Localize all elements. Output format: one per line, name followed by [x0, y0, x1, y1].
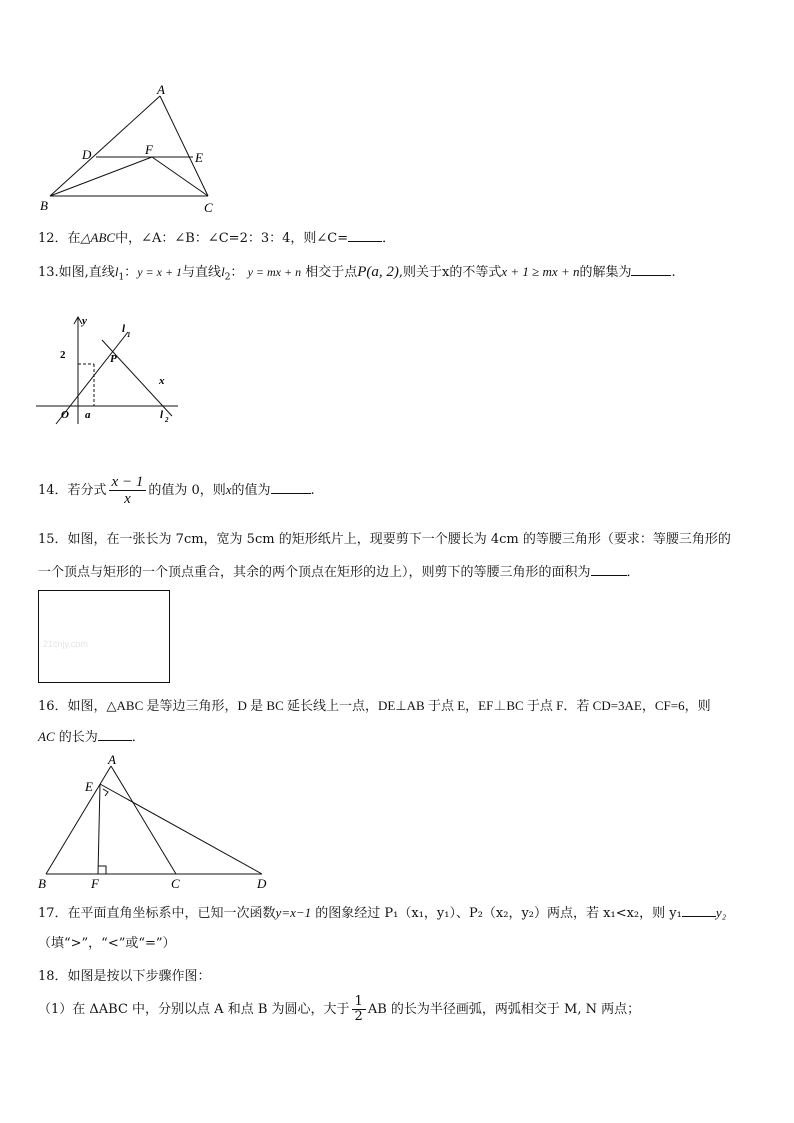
question-16-line2 [38, 728, 145, 747]
q14-mid: 的值为 0，则 [148, 483, 226, 498]
q13-eq1: y = x + 1 [137, 265, 183, 279]
question-18-line1: 18．如图是按以下步骤作图： [38, 969, 211, 984]
q13-mid2: 相交于点 [305, 265, 358, 280]
q14-dot: . [310, 483, 315, 498]
q12-end: ． [382, 231, 396, 246]
q14-prefix: 14．若分式 [38, 483, 107, 498]
q16-prefix: 16．如图， [38, 699, 107, 714]
q15-answer-blank[interactable] [591, 563, 627, 576]
question-14 [38, 472, 315, 509]
q18-step1-rest: AB 的长为半径画弧，两弧相交于 M, N 两点； [367, 1002, 641, 1017]
q16-text: △ABC 是等边三角形，D 是 BC 延长线上一点，DE⊥AB 于点 E，EF⊥BC 于点 F．若 CD=3AE，CF=6，则 [106, 698, 711, 713]
q12-text: 中，∠A：∠B：∠C=2：3：4，则∠C= [115, 231, 349, 246]
vertex-label-b: B [38, 876, 46, 891]
y-tick-2: 2 [60, 349, 66, 361]
line-label-l1: l [122, 323, 126, 335]
q13-l2: l [221, 264, 225, 279]
q13-prefix: 13.如图,直线 [38, 265, 115, 280]
q12-prefix: 12．在 [38, 231, 81, 246]
vertex-label-e: E [85, 779, 93, 794]
q14-end: 的值为 [231, 483, 271, 498]
line-label-l2: l [160, 409, 164, 421]
vertex-label-e: E [195, 150, 203, 165]
q16-line2-text: 的长为 [54, 730, 98, 745]
q16-dot: ． [131, 730, 145, 745]
q14-var: x [225, 482, 232, 497]
q14-fraction [109, 474, 147, 507]
q14-answer-blank[interactable] [271, 481, 311, 494]
figure-coordinate-lines [36, 312, 186, 427]
line-label-l2-sub: 2 [165, 416, 169, 424]
q17-prefix: 17．在平面直角坐标系中，已知一次函数 [38, 906, 276, 921]
q13-mid1: 与直线 [182, 265, 222, 280]
q17-function: y=x−1 [275, 905, 312, 920]
q18-fraction [352, 995, 366, 1024]
q17-answer-blank[interactable] [682, 904, 716, 917]
figure-equilateral-triangle [34, 752, 279, 892]
question-17-line2: （填“>”，“<”或“=”） [38, 936, 176, 951]
origin-label: O [61, 409, 69, 421]
question-13: 13.如图,直线$l_1$：y = x + 1与直线$l_2$： y = mx + n 相交于点P(a, 2),则关于x的不等式x + 1 ≥ mx + n的解集为 . [38, 264, 676, 283]
q15-dot: ． [626, 565, 640, 580]
q12-answer-blank[interactable] [348, 229, 382, 242]
question-18-line2 [38, 992, 640, 1028]
q13-l1: l [114, 264, 119, 279]
q13-inequality: x + 1 ≥ mx + n [501, 264, 580, 279]
vertex-label-a: A [157, 82, 165, 97]
q18-fraction-denominator: 2 [354, 1009, 363, 1024]
q17-text: 的图象经过 P₁（x₁，y₁）、P₂（x₂，y₂）两点，若 x₁<x₂，则 y₁ [311, 906, 682, 921]
q18-fraction-numerator: 1 [352, 995, 366, 1010]
q13-eq2: y = mx + n [247, 265, 302, 279]
q13-point: P(a, 2) [357, 264, 399, 280]
vertex-label-f: F [145, 142, 153, 157]
figure-triangle-abc-de [30, 80, 230, 220]
q13-mid3: ,则关于x的不等式 [398, 265, 502, 280]
question-15-line2 [38, 563, 640, 582]
q12-triangle: △ABC [80, 230, 116, 245]
question-12 [38, 229, 395, 248]
q14-numerator: x − 1 [109, 474, 147, 491]
q13-end: 的解集为 [579, 265, 632, 280]
vertex-label-c: C [204, 200, 213, 215]
vertex-label-a: A [108, 752, 116, 767]
line-label-l1-sub: 1 [127, 331, 131, 339]
question-16-line1 [38, 697, 711, 716]
vertex-label-d: D [257, 876, 267, 891]
watermark: 21cnjy.com [43, 639, 88, 649]
question-17-line1 [38, 904, 726, 923]
q15-line2-text: 一个顶点与矩形的一个顶点重合，其余的两个顶点在矩形的边上），则剪下的等腰三角形的面积为 [38, 565, 591, 580]
vertex-label-d: D [82, 147, 92, 162]
q14-denominator: x [124, 491, 131, 507]
vertex-label-b: B [40, 198, 48, 213]
vertex-label-f: F [91, 876, 99, 891]
vertex-label-c: C [171, 876, 180, 891]
q18-step1-prefix: （1）在 ΔABC 中，分别以点 A 和点 B 为圆心，大于 [38, 1002, 350, 1017]
axis-label-x: x [159, 375, 165, 387]
x-tick-a: a [85, 409, 91, 421]
rectangle-figure [38, 590, 170, 683]
q17-y2: y₂ [715, 905, 727, 920]
question-15-line1: 15．如图，在一张长为 7cm，宽为 5cm 的矩形纸片上，现要剪下一个腰长为 4cm 的等腰三角形（要求：等腰三角形的 [38, 532, 731, 547]
q16-answer-blank[interactable] [98, 728, 132, 741]
axis-label-y: y [82, 315, 87, 327]
q16-ac: AC [38, 729, 55, 744]
q13-answer-blank[interactable] [631, 263, 671, 276]
point-label-p: P [110, 353, 117, 365]
q13-dot: . [671, 265, 676, 280]
